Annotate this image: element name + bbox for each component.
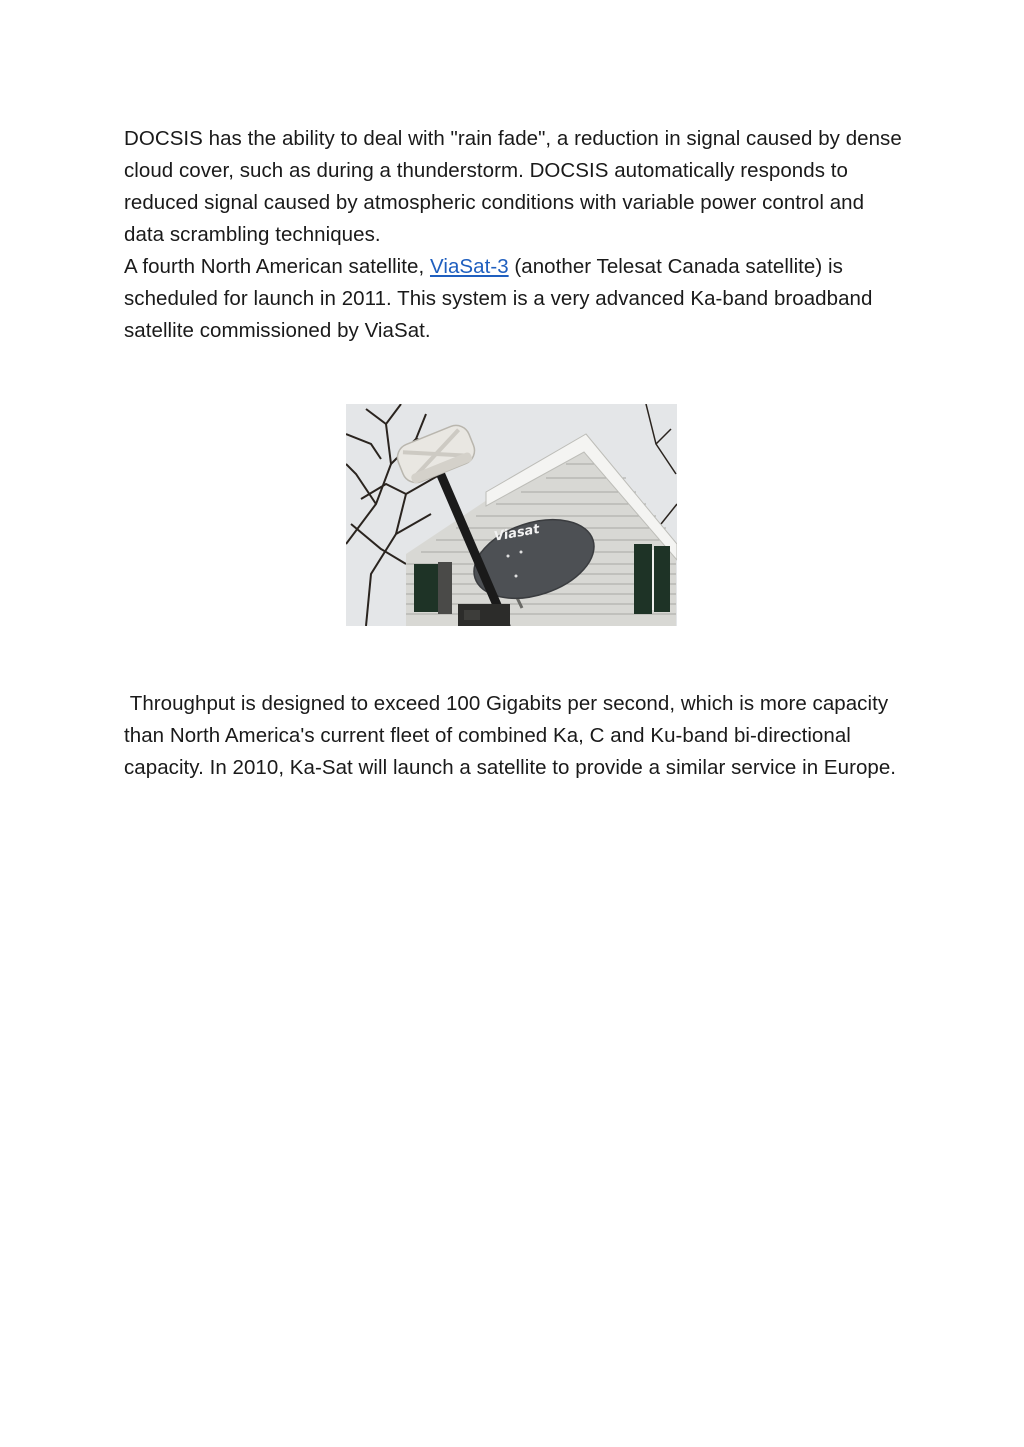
paragraph-viasat-rest: (another Telesat Canada satellite) is scheduled for launch in 2011. This system is a very advanced Ka-band broadband satellite commissioned by ViaSat. [124, 255, 873, 342]
viasat-3-link[interactable]: ViaSat-3 [429, 255, 509, 278]
paragraph-throughput: Throughput is designed to exceed 100 Gigabits per second, which is more capacity than North America's current fleet of combined Ka, C and Ku-band bi-directional capacity. In 2010, Ka-Sat will launch a satellite to provide a similar service in Europe. [124, 692, 897, 779]
satellite-dish-photo [346, 404, 677, 626]
bottom-text-block [124, 688, 904, 784]
dish-brand-logo: Viasat [492, 521, 541, 545]
paragraph-rain-fade: DOCSIS has the ability to deal with "rain fade", a reduction in signal caused by dense cloud cover, such as during a thunderstorm. DOCSIS automatically responds to reduced signal caused by atmospheric conditions with variable power control and data scrambling techniques. [124, 127, 902, 246]
paragraph-viasat [124, 251, 904, 347]
top-text-block [124, 123, 904, 347]
paragraph-viasat-lead: A fourth North American satellite, [124, 255, 430, 278]
